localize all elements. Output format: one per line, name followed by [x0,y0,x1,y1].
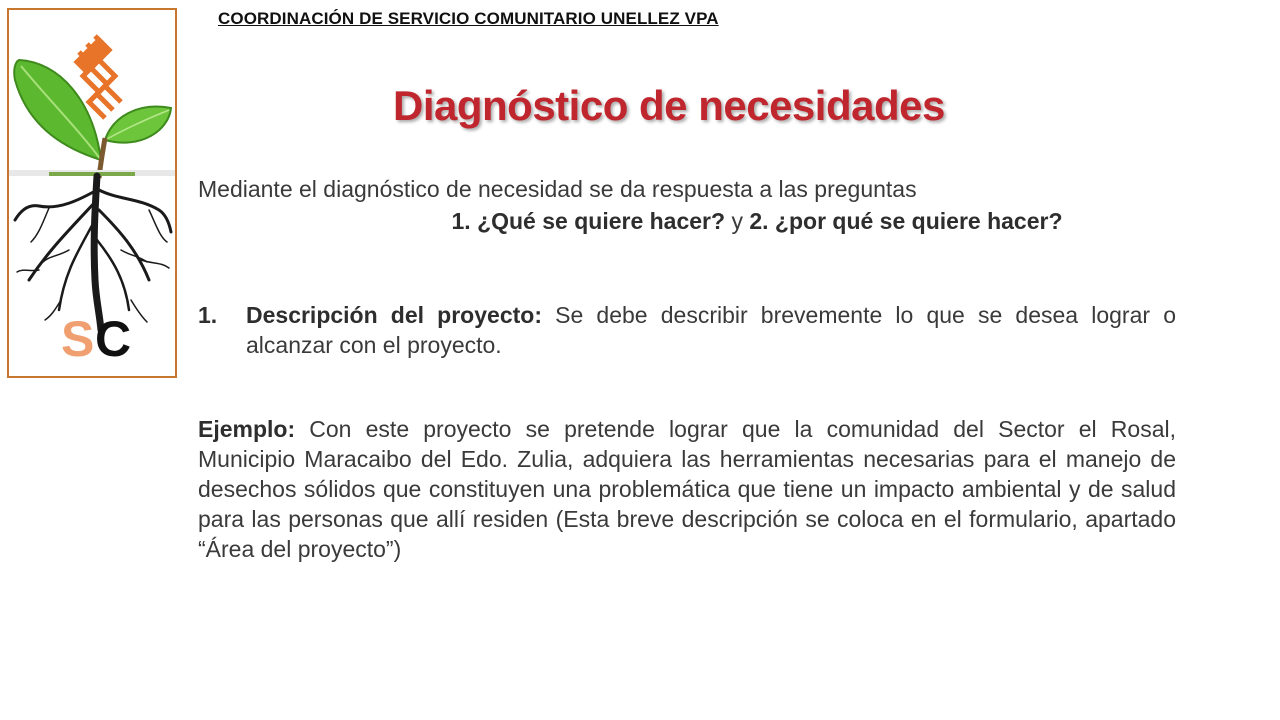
list-item-label: Descripción del proyecto: [246,302,542,328]
list-item-number: 1. [198,302,218,328]
example-paragraph [198,414,1176,564]
list-item [198,300,1176,360]
coordination-header: COORDINACIÓN DE SERVICIO COMUNITARIO UNELLEZ VPA [218,9,719,28]
intro-block [198,174,1176,236]
logo-c-letter: C [95,311,132,367]
intro-text: Mediante el diagnóstico de necesidad se da respuesta a las preguntas [198,176,917,202]
list-item-body [246,300,1176,360]
roots-icon [15,176,171,330]
logo-s-letter: S [61,311,95,367]
slide-title: Diagnóstico de necesidades [393,82,945,129]
list-item-text: Se debe describir brevemente lo que se desea lograr o alcanzar con el proyecto. [246,302,1176,358]
example-label: Ejemplo: [198,416,296,442]
question-2: 2. ¿por qué se quiere hacer? [749,208,1063,234]
question-1: 1. ¿Qué se quiere hacer? [451,208,726,234]
plant-with-roots-logo-icon [9,10,175,376]
right-leaf-icon [105,107,171,143]
questions-line [198,206,1176,236]
example-text: Con este proyecto se pretende lograr que la comunidad del Sector el Rosal, Municipio Maracaibo del Edo. Zulia, adquiera las herramientas necesarias para el manejo de desechos sólidos que constituyen una problemática que tiene un impacto ambiental y de salud para las personas que allí residen (Esta breve descripción se coloca en el formulario, apartado “Área del proyecto”) [198,416,1176,562]
question-joiner: y [725,208,750,234]
logo [7,8,177,378]
